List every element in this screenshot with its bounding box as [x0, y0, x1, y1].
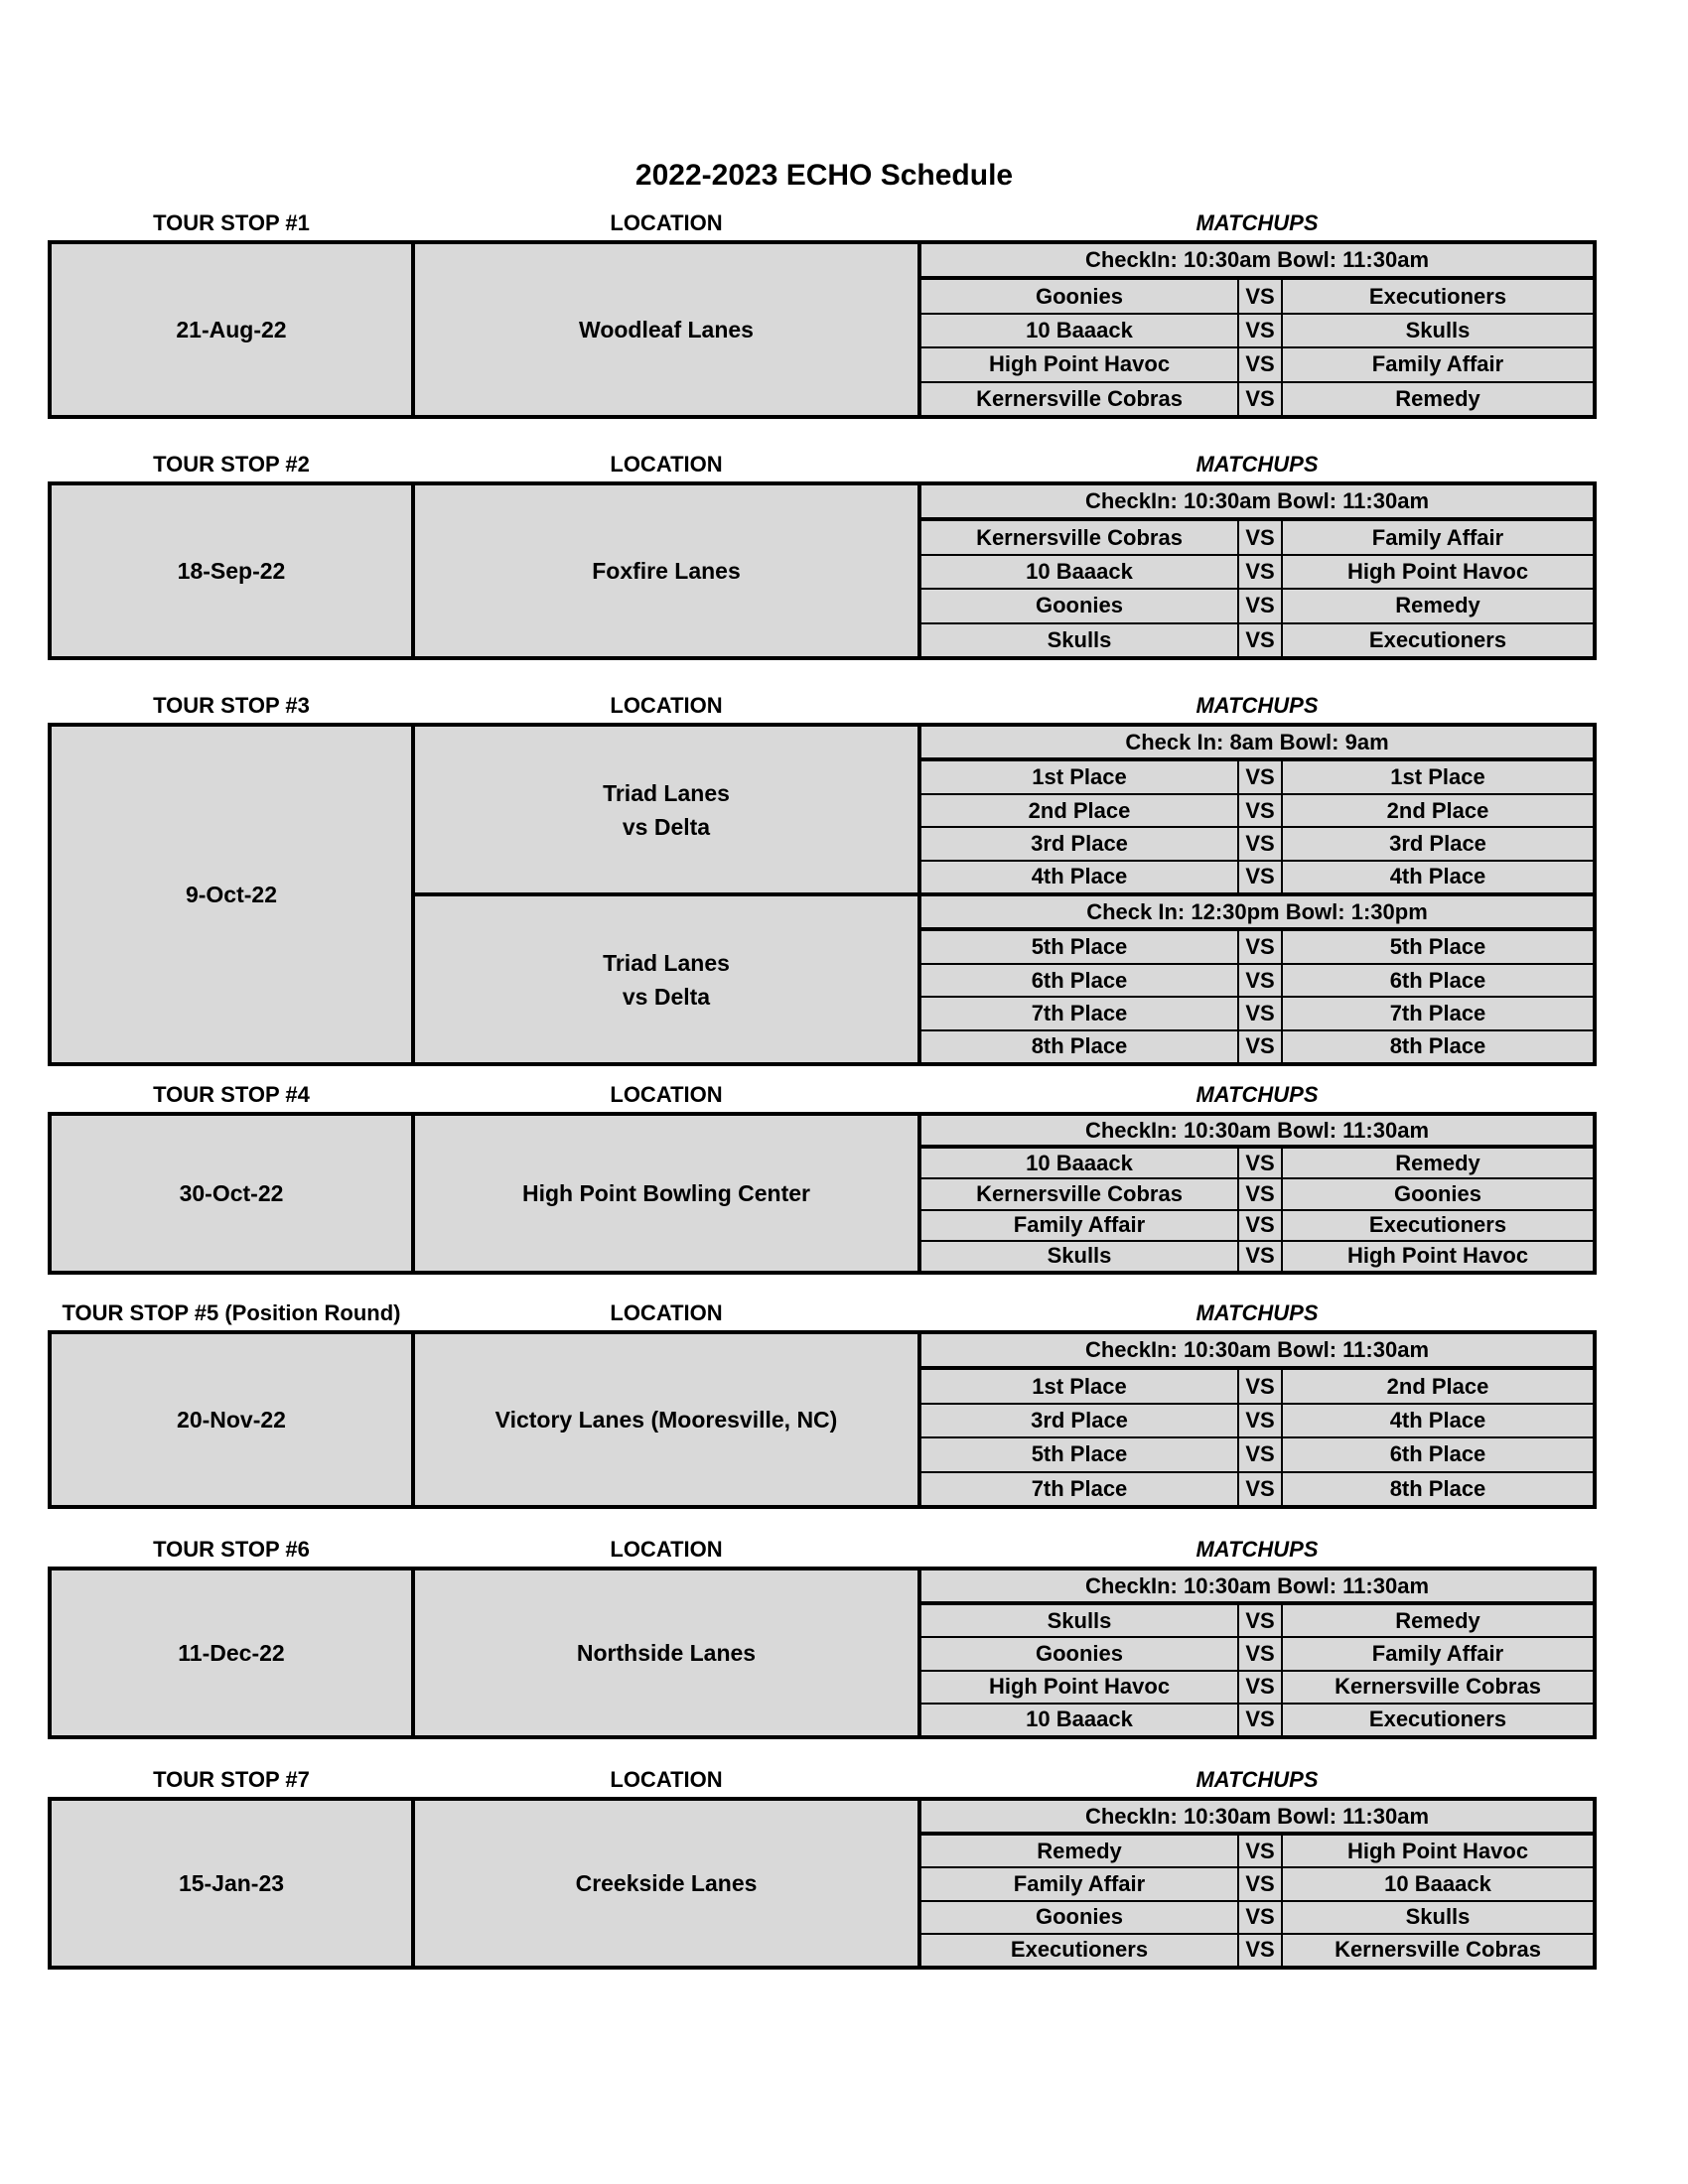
- matchups-header: MATCHUPS: [1196, 1082, 1319, 1107]
- team-home: 4th Place: [1031, 864, 1128, 889]
- matchup-row: [921, 588, 1593, 621]
- team-home: Skulls: [1047, 626, 1112, 652]
- matchup-row: [921, 1368, 1593, 1402]
- matchup-row: [921, 860, 1593, 892]
- team-home: 3rd Place: [1031, 1408, 1128, 1433]
- vs-label: VS: [1237, 590, 1283, 621]
- team-home: 10 Baaack: [1026, 559, 1133, 585]
- team-away: Kernersville Cobras: [1335, 1674, 1541, 1700]
- checkin-time: CheckIn: 10:30am Bowl: 11:30am: [921, 485, 1593, 519]
- matchups-column: [921, 1334, 1593, 1505]
- vs-label: VS: [1237, 1031, 1283, 1062]
- matchup-row: [921, 313, 1593, 346]
- tour-stop-label: TOUR STOP #7: [153, 1767, 310, 1792]
- matchups-column: [921, 1570, 1593, 1735]
- checkin-time: CheckIn: 10:30am Bowl: 11:30am: [921, 1570, 1593, 1603]
- tour-stop-label: TOUR STOP #6: [153, 1537, 310, 1562]
- team-away: Executioners: [1368, 1706, 1507, 1732]
- matchup-row: [921, 929, 1593, 962]
- matchup-row: [921, 519, 1593, 553]
- matchup-row: [921, 1834, 1593, 1866]
- team-home: Skulls: [1047, 1607, 1112, 1633]
- tour-stop-table: [48, 240, 1597, 419]
- team-away: Kernersville Cobras: [1335, 1937, 1541, 1963]
- team-home: Goonies: [1035, 1904, 1123, 1930]
- team-home: 7th Place: [1031, 1475, 1128, 1501]
- team-away: 8th Place: [1389, 1475, 1486, 1501]
- tour-stop: [48, 1537, 1597, 1739]
- matchup-row: [921, 1403, 1593, 1436]
- location-name: Triad Lanes vs Delta: [415, 892, 917, 1062]
- vs-label: VS: [1237, 1405, 1283, 1436]
- team-away: 6th Place: [1389, 1441, 1486, 1467]
- matchups-header: MATCHUPS: [1196, 210, 1319, 235]
- vs-label: VS: [1237, 1179, 1283, 1208]
- tour-stop-table: [48, 1330, 1597, 1509]
- location-column: [415, 1116, 921, 1271]
- vs-label: VS: [1237, 862, 1283, 892]
- team-home: Kernersville Cobras: [976, 524, 1183, 550]
- tour-stop: [48, 210, 1597, 419]
- tour-stop-table: [48, 723, 1597, 1066]
- team-home: 5th Place: [1031, 934, 1128, 960]
- matchups-column: [921, 727, 1593, 1062]
- team-away: 8th Place: [1389, 1033, 1486, 1059]
- tour-stop: [48, 1300, 1597, 1509]
- team-away: Skulls: [1405, 318, 1471, 343]
- team-home: 8th Place: [1031, 1033, 1128, 1059]
- tour-stop-date: 15-Jan-23: [52, 1801, 415, 1966]
- team-away: 4th Place: [1389, 864, 1486, 889]
- team-home: Remedy: [1037, 1838, 1122, 1863]
- location-column: [415, 485, 921, 656]
- checkin-time: CheckIn: 10:30am Bowl: 11:30am: [921, 1334, 1593, 1368]
- matchups-header: MATCHUPS: [1196, 1300, 1319, 1325]
- team-home: 7th Place: [1031, 1000, 1128, 1025]
- matchups-header: MATCHUPS: [1196, 1537, 1319, 1562]
- team-home: High Point Havoc: [988, 351, 1171, 377]
- vs-label: VS: [1237, 1902, 1283, 1933]
- tour-stop-label: TOUR STOP #4: [153, 1082, 310, 1107]
- vs-label: VS: [1237, 348, 1283, 380]
- vs-label: VS: [1237, 795, 1283, 826]
- team-away: Executioners: [1368, 1212, 1507, 1238]
- team-home: 2nd Place: [1028, 797, 1131, 823]
- matchup-row: [921, 278, 1593, 312]
- tour-stop: [48, 693, 1597, 1066]
- vs-label: VS: [1237, 1605, 1283, 1636]
- matchup-row: [921, 1703, 1593, 1735]
- page-title: 2022-2023 ECHO Schedule: [634, 159, 1014, 192]
- team-home: 5th Place: [1031, 1441, 1128, 1467]
- location-column: [415, 1801, 921, 1966]
- team-away: Family Affair: [1371, 524, 1504, 550]
- matchup-row: [921, 1636, 1593, 1669]
- team-away: Remedy: [1395, 1150, 1480, 1175]
- vs-label: VS: [1237, 965, 1283, 996]
- team-home: 1st Place: [1032, 1373, 1127, 1399]
- vs-label: VS: [1237, 1638, 1283, 1669]
- location-header: LOCATION: [610, 210, 723, 235]
- tour-stop-label: TOUR STOP #2: [153, 452, 310, 477]
- checkin-time: CheckIn: 10:30am Bowl: 11:30am: [921, 1116, 1593, 1147]
- team-home: 3rd Place: [1031, 830, 1128, 856]
- team-away: Remedy: [1395, 1607, 1480, 1633]
- team-home: 10 Baaack: [1026, 1150, 1133, 1175]
- team-away: High Point Havoc: [1346, 1838, 1529, 1863]
- checkin-time: CheckIn: 10:30am Bowl: 11:30am: [921, 1801, 1593, 1834]
- matchups-header: MATCHUPS: [1196, 693, 1319, 718]
- team-home: Goonies: [1035, 283, 1123, 309]
- matchup-row: [921, 759, 1593, 792]
- team-away: 5th Place: [1389, 934, 1486, 960]
- vs-label: VS: [1237, 1211, 1283, 1240]
- team-home: Kernersville Cobras: [976, 385, 1183, 411]
- vs-label: VS: [1237, 315, 1283, 346]
- team-home: 10 Baaack: [1026, 318, 1133, 343]
- matchups-column: [921, 244, 1593, 415]
- location-name: Victory Lanes (Mooresville, NC): [494, 1407, 838, 1433]
- team-away: Family Affair: [1371, 351, 1504, 377]
- team-away: 1st Place: [1390, 764, 1485, 790]
- vs-label: VS: [1237, 828, 1283, 859]
- tour-stop-header: [48, 1300, 1597, 1330]
- checkin-time: Check In: 12:30pm Bowl: 1:30pm: [921, 892, 1593, 929]
- team-away: 6th Place: [1389, 967, 1486, 993]
- team-away: High Point Havoc: [1346, 1243, 1529, 1269]
- tour-stop-header: [48, 1082, 1597, 1112]
- location-column: [415, 1334, 921, 1505]
- tour-stop: [48, 1082, 1597, 1275]
- matchup-row: [921, 793, 1593, 826]
- tour-stop-header: [48, 1767, 1597, 1797]
- matchup-row: [921, 622, 1593, 656]
- location-header: LOCATION: [610, 1767, 723, 1792]
- vs-label: VS: [1237, 521, 1283, 553]
- location-name: Creekside Lanes: [575, 1870, 758, 1896]
- location-header: LOCATION: [610, 693, 723, 718]
- tour-stop-header: [48, 1537, 1597, 1567]
- matchup-row: [921, 1029, 1593, 1062]
- vs-label: VS: [1237, 1438, 1283, 1470]
- vs-label: VS: [1237, 1242, 1283, 1271]
- vs-label: VS: [1237, 1672, 1283, 1703]
- location-name: Foxfire Lanes: [592, 558, 741, 584]
- team-away: Executioners: [1368, 283, 1507, 309]
- tour-stop-date: 11-Dec-22: [52, 1570, 415, 1735]
- tour-stop-date: 9-Oct-22: [52, 727, 415, 1062]
- team-away: Goonies: [1393, 1181, 1481, 1206]
- location-header: LOCATION: [610, 452, 723, 477]
- location-name: Woodleaf Lanes: [579, 317, 754, 342]
- team-home: Executioners: [1010, 1937, 1149, 1963]
- matchup-row: [921, 346, 1593, 380]
- team-home: Skulls: [1047, 1243, 1112, 1269]
- vs-label: VS: [1237, 1473, 1283, 1505]
- checkin-time: Check In: 8am Bowl: 9am: [921, 727, 1593, 759]
- team-away: 10 Baaack: [1384, 1871, 1491, 1896]
- tour-stop-label: TOUR STOP #5 (Position Round): [62, 1300, 401, 1325]
- team-away: Remedy: [1395, 593, 1480, 618]
- vs-label: VS: [1237, 998, 1283, 1028]
- matchup-row: [921, 1147, 1593, 1177]
- vs-label: VS: [1237, 1935, 1283, 1966]
- tour-stop-table: [48, 1112, 1597, 1275]
- vs-label: VS: [1237, 1836, 1283, 1866]
- team-home: High Point Havoc: [988, 1674, 1171, 1700]
- vs-label: VS: [1237, 1149, 1283, 1177]
- location-header: LOCATION: [610, 1300, 723, 1325]
- matchup-row: [921, 1900, 1593, 1933]
- matchup-row: [921, 1866, 1593, 1899]
- location-name: Northside Lanes: [576, 1640, 757, 1666]
- location-column: [415, 244, 921, 415]
- matchups-column: [921, 1801, 1593, 1966]
- team-home: Family Affair: [1013, 1212, 1146, 1238]
- team-away: 2nd Place: [1386, 797, 1489, 823]
- team-away: 7th Place: [1389, 1000, 1486, 1025]
- location-header: LOCATION: [610, 1082, 723, 1107]
- vs-label: VS: [1237, 624, 1283, 656]
- tour-stop-table: [48, 481, 1597, 660]
- vs-label: VS: [1237, 1705, 1283, 1735]
- matchup-row: [921, 1933, 1593, 1966]
- matchup-row: [921, 1471, 1593, 1505]
- team-away: Executioners: [1368, 626, 1507, 652]
- vs-label: VS: [1237, 761, 1283, 792]
- vs-label: VS: [1237, 383, 1283, 415]
- vs-label: VS: [1237, 1370, 1283, 1402]
- vs-label: VS: [1237, 280, 1283, 312]
- matchup-row: [921, 1177, 1593, 1208]
- tour-stop-date: 18-Sep-22: [52, 485, 415, 656]
- location-column: [415, 727, 921, 1062]
- matchup-row: [921, 1209, 1593, 1240]
- tour-stop-header: [48, 210, 1597, 240]
- tour-stop-table: [48, 1797, 1597, 1970]
- team-home: Kernersville Cobras: [976, 1181, 1183, 1206]
- team-home: Goonies: [1035, 1641, 1123, 1666]
- matchup-row: [921, 381, 1593, 415]
- team-away: Remedy: [1395, 385, 1480, 411]
- matchup-row: [921, 826, 1593, 859]
- team-home: 10 Baaack: [1026, 1706, 1133, 1732]
- matchups-header: MATCHUPS: [1196, 452, 1319, 477]
- matchup-row: [921, 554, 1593, 588]
- tour-stop: [48, 452, 1597, 660]
- location-name: Triad Lanes vs Delta: [603, 779, 730, 840]
- team-away: Skulls: [1405, 1904, 1471, 1930]
- location-column: [415, 1570, 921, 1735]
- checkin-time: CheckIn: 10:30am Bowl: 11:30am: [921, 244, 1593, 278]
- tour-stop-label: TOUR STOP #1: [153, 210, 310, 235]
- matchup-row: [921, 1436, 1593, 1470]
- tour-stop-header: [48, 693, 1597, 723]
- location-header: LOCATION: [610, 1537, 723, 1562]
- matchup-row: [921, 996, 1593, 1028]
- matchup-row: [921, 1603, 1593, 1636]
- vs-label: VS: [1237, 931, 1283, 962]
- vs-label: VS: [1237, 556, 1283, 588]
- matchups-header: MATCHUPS: [1196, 1767, 1319, 1792]
- team-home: Family Affair: [1013, 1871, 1146, 1896]
- team-home: 6th Place: [1031, 967, 1128, 993]
- tour-stop-date: 20-Nov-22: [52, 1334, 415, 1505]
- matchup-row: [921, 963, 1593, 996]
- team-away: 3rd Place: [1389, 830, 1486, 856]
- tour-stop-table: [48, 1567, 1597, 1739]
- matchups-column: [921, 485, 1593, 656]
- team-away: 4th Place: [1389, 1408, 1486, 1433]
- team-away: Family Affair: [1371, 1641, 1504, 1666]
- tour-stop-date: 21-Aug-22: [52, 244, 415, 415]
- team-home: 1st Place: [1032, 764, 1127, 790]
- team-away: High Point Havoc: [1346, 559, 1529, 585]
- tour-stop: [48, 1767, 1597, 1970]
- matchup-row: [921, 1670, 1593, 1703]
- team-home: Goonies: [1035, 593, 1123, 618]
- tour-stop-date: 30-Oct-22: [52, 1116, 415, 1271]
- matchups-column: [921, 1116, 1593, 1271]
- tour-stop-label: TOUR STOP #3: [153, 693, 310, 718]
- matchup-row: [921, 1240, 1593, 1271]
- vs-label: VS: [1237, 1868, 1283, 1899]
- tour-stop-header: [48, 452, 1597, 481]
- location-name: High Point Bowling Center: [521, 1180, 811, 1206]
- team-away: 2nd Place: [1386, 1373, 1489, 1399]
